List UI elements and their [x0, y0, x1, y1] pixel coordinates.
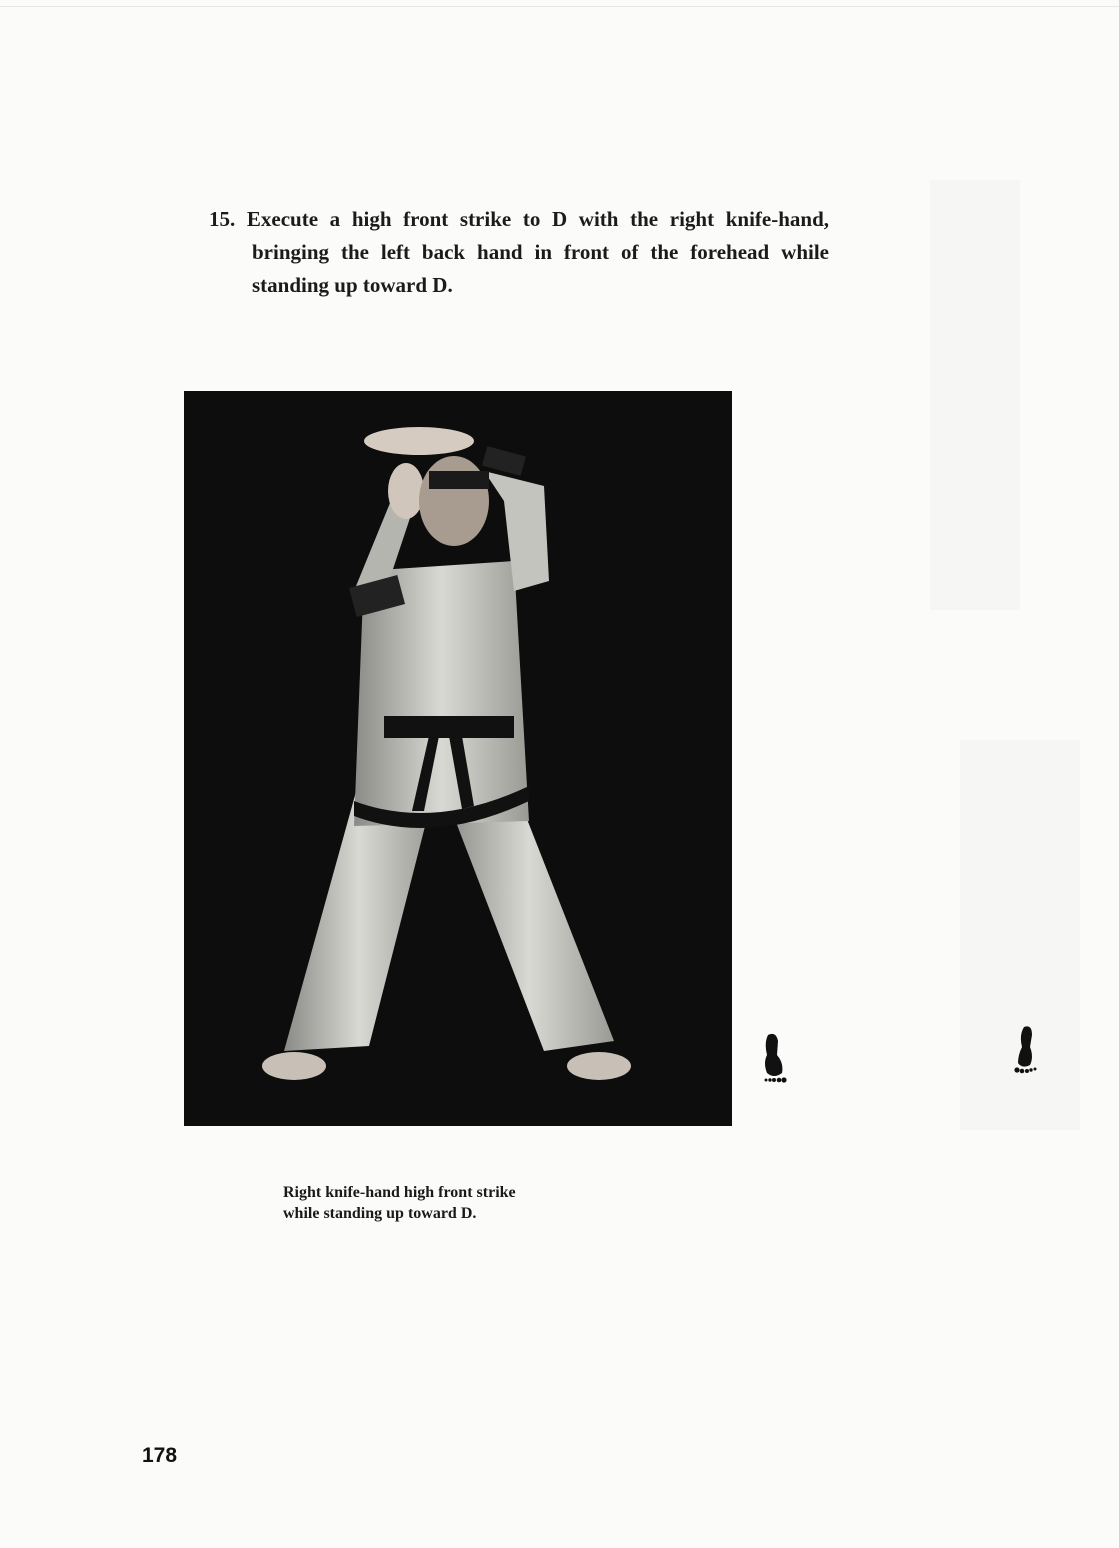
caption-line-1: Right knife-hand high front strike	[283, 1184, 516, 1201]
martial-artist-figure	[184, 391, 732, 1126]
right-footprint-icon	[1012, 1025, 1038, 1077]
instruction-step	[209, 203, 829, 302]
page-number: 178	[142, 1444, 178, 1467]
caption-line-2: while standing up toward D.	[283, 1205, 477, 1222]
figure-caption	[283, 1182, 623, 1224]
bleed-through-shadow	[930, 180, 1020, 610]
left-footprint-icon	[762, 1033, 788, 1085]
technique-photo	[184, 391, 732, 1126]
page-edge-line	[0, 6, 1119, 7]
instruction-text: 15. Execute a high front strike to D with the right knife-hand, bringing the left back hand in front of the forehead while standing up toward D.	[209, 207, 829, 297]
step-number: 15.	[209, 207, 236, 231]
